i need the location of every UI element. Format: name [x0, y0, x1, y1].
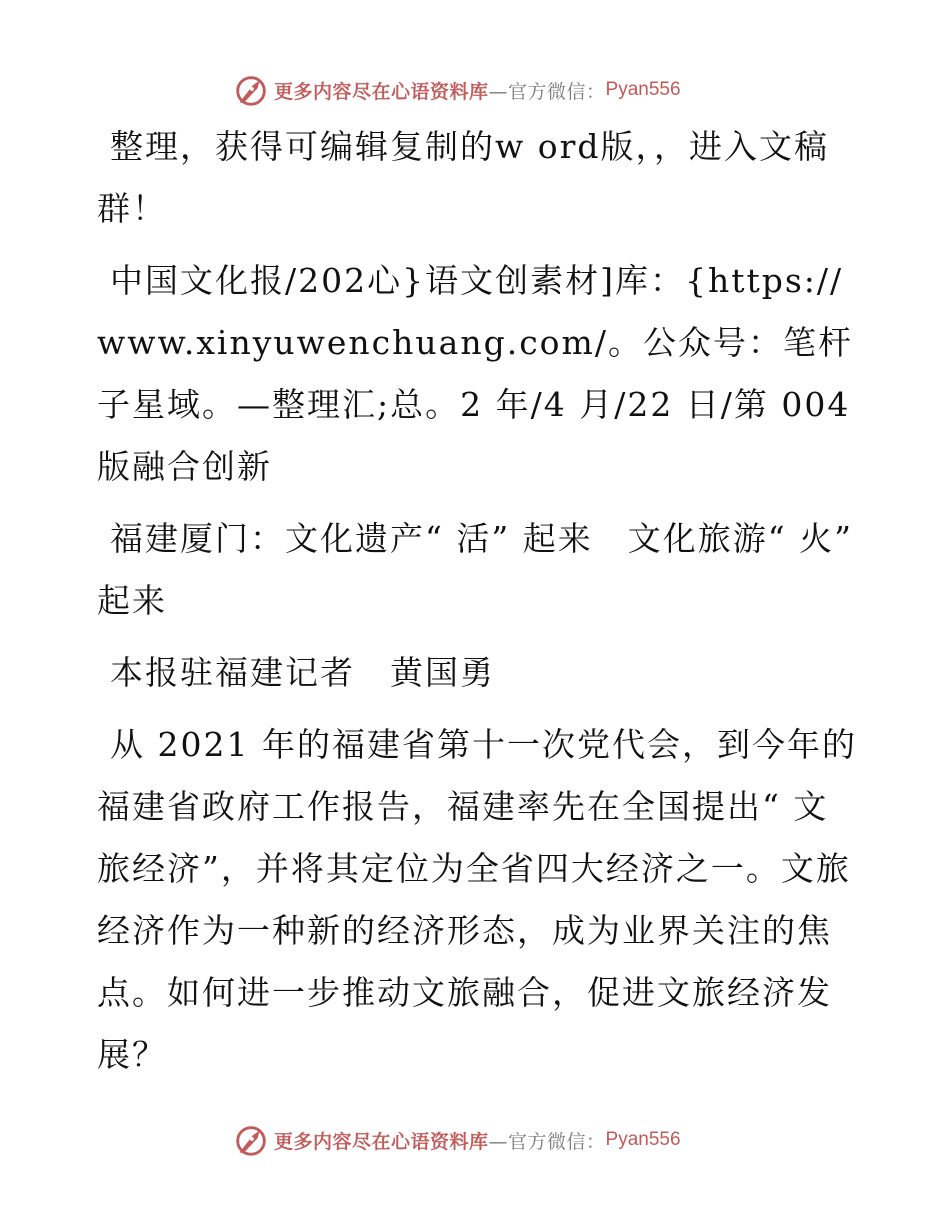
pen-nib-logo-icon	[232, 71, 270, 109]
paragraph-intro: 整理，获得可编辑复制的w ord版，，进入文稿群！	[97, 127, 830, 228]
header-watermark	[232, 70, 681, 110]
watermark-wechat-id: Pyan556	[605, 79, 681, 100]
footer-watermark	[232, 1120, 681, 1160]
article-lead-paragraph: 从 2021 年的福建省第十一次党代会，到今年的福建省政府工作报告，福建率先在全国提出“ 文旅经济”，并将其定位为全省四大经济之一。文旅经济作为一种新的经济形态，成为业界关注的焦点。如何进一步推动文旅融合，促进文旅经济发展？	[97, 725, 857, 1074]
watermark-sub-text: —官方微信：	[488, 80, 606, 103]
watermark-wechat-id: Pyan556	[605, 1129, 681, 1150]
watermark-sub-text: —官方微信：	[488, 1130, 606, 1153]
article-byline: 本报驻福建记者 黄国勇	[110, 653, 495, 692]
document-body	[97, 116, 857, 1096]
watermark-main-text: 更多内容尽在心语资料库	[274, 1130, 489, 1153]
article-headline: 福建厦门：文化遗产“ 活” 起来 文化旅游“ 火” 起来	[97, 519, 853, 620]
pen-nib-logo-icon	[232, 1121, 270, 1159]
paragraph-source: 中国文化报/202心}语文创素材]库：{https://www.xinyuwenchuang.com/。公众号：笔杆子星域。—整理汇;总。2 年/4 月/22 日/第 004 版融合创新	[97, 261, 853, 486]
watermark-main-text: 更多内容尽在心语资料库	[274, 80, 489, 103]
